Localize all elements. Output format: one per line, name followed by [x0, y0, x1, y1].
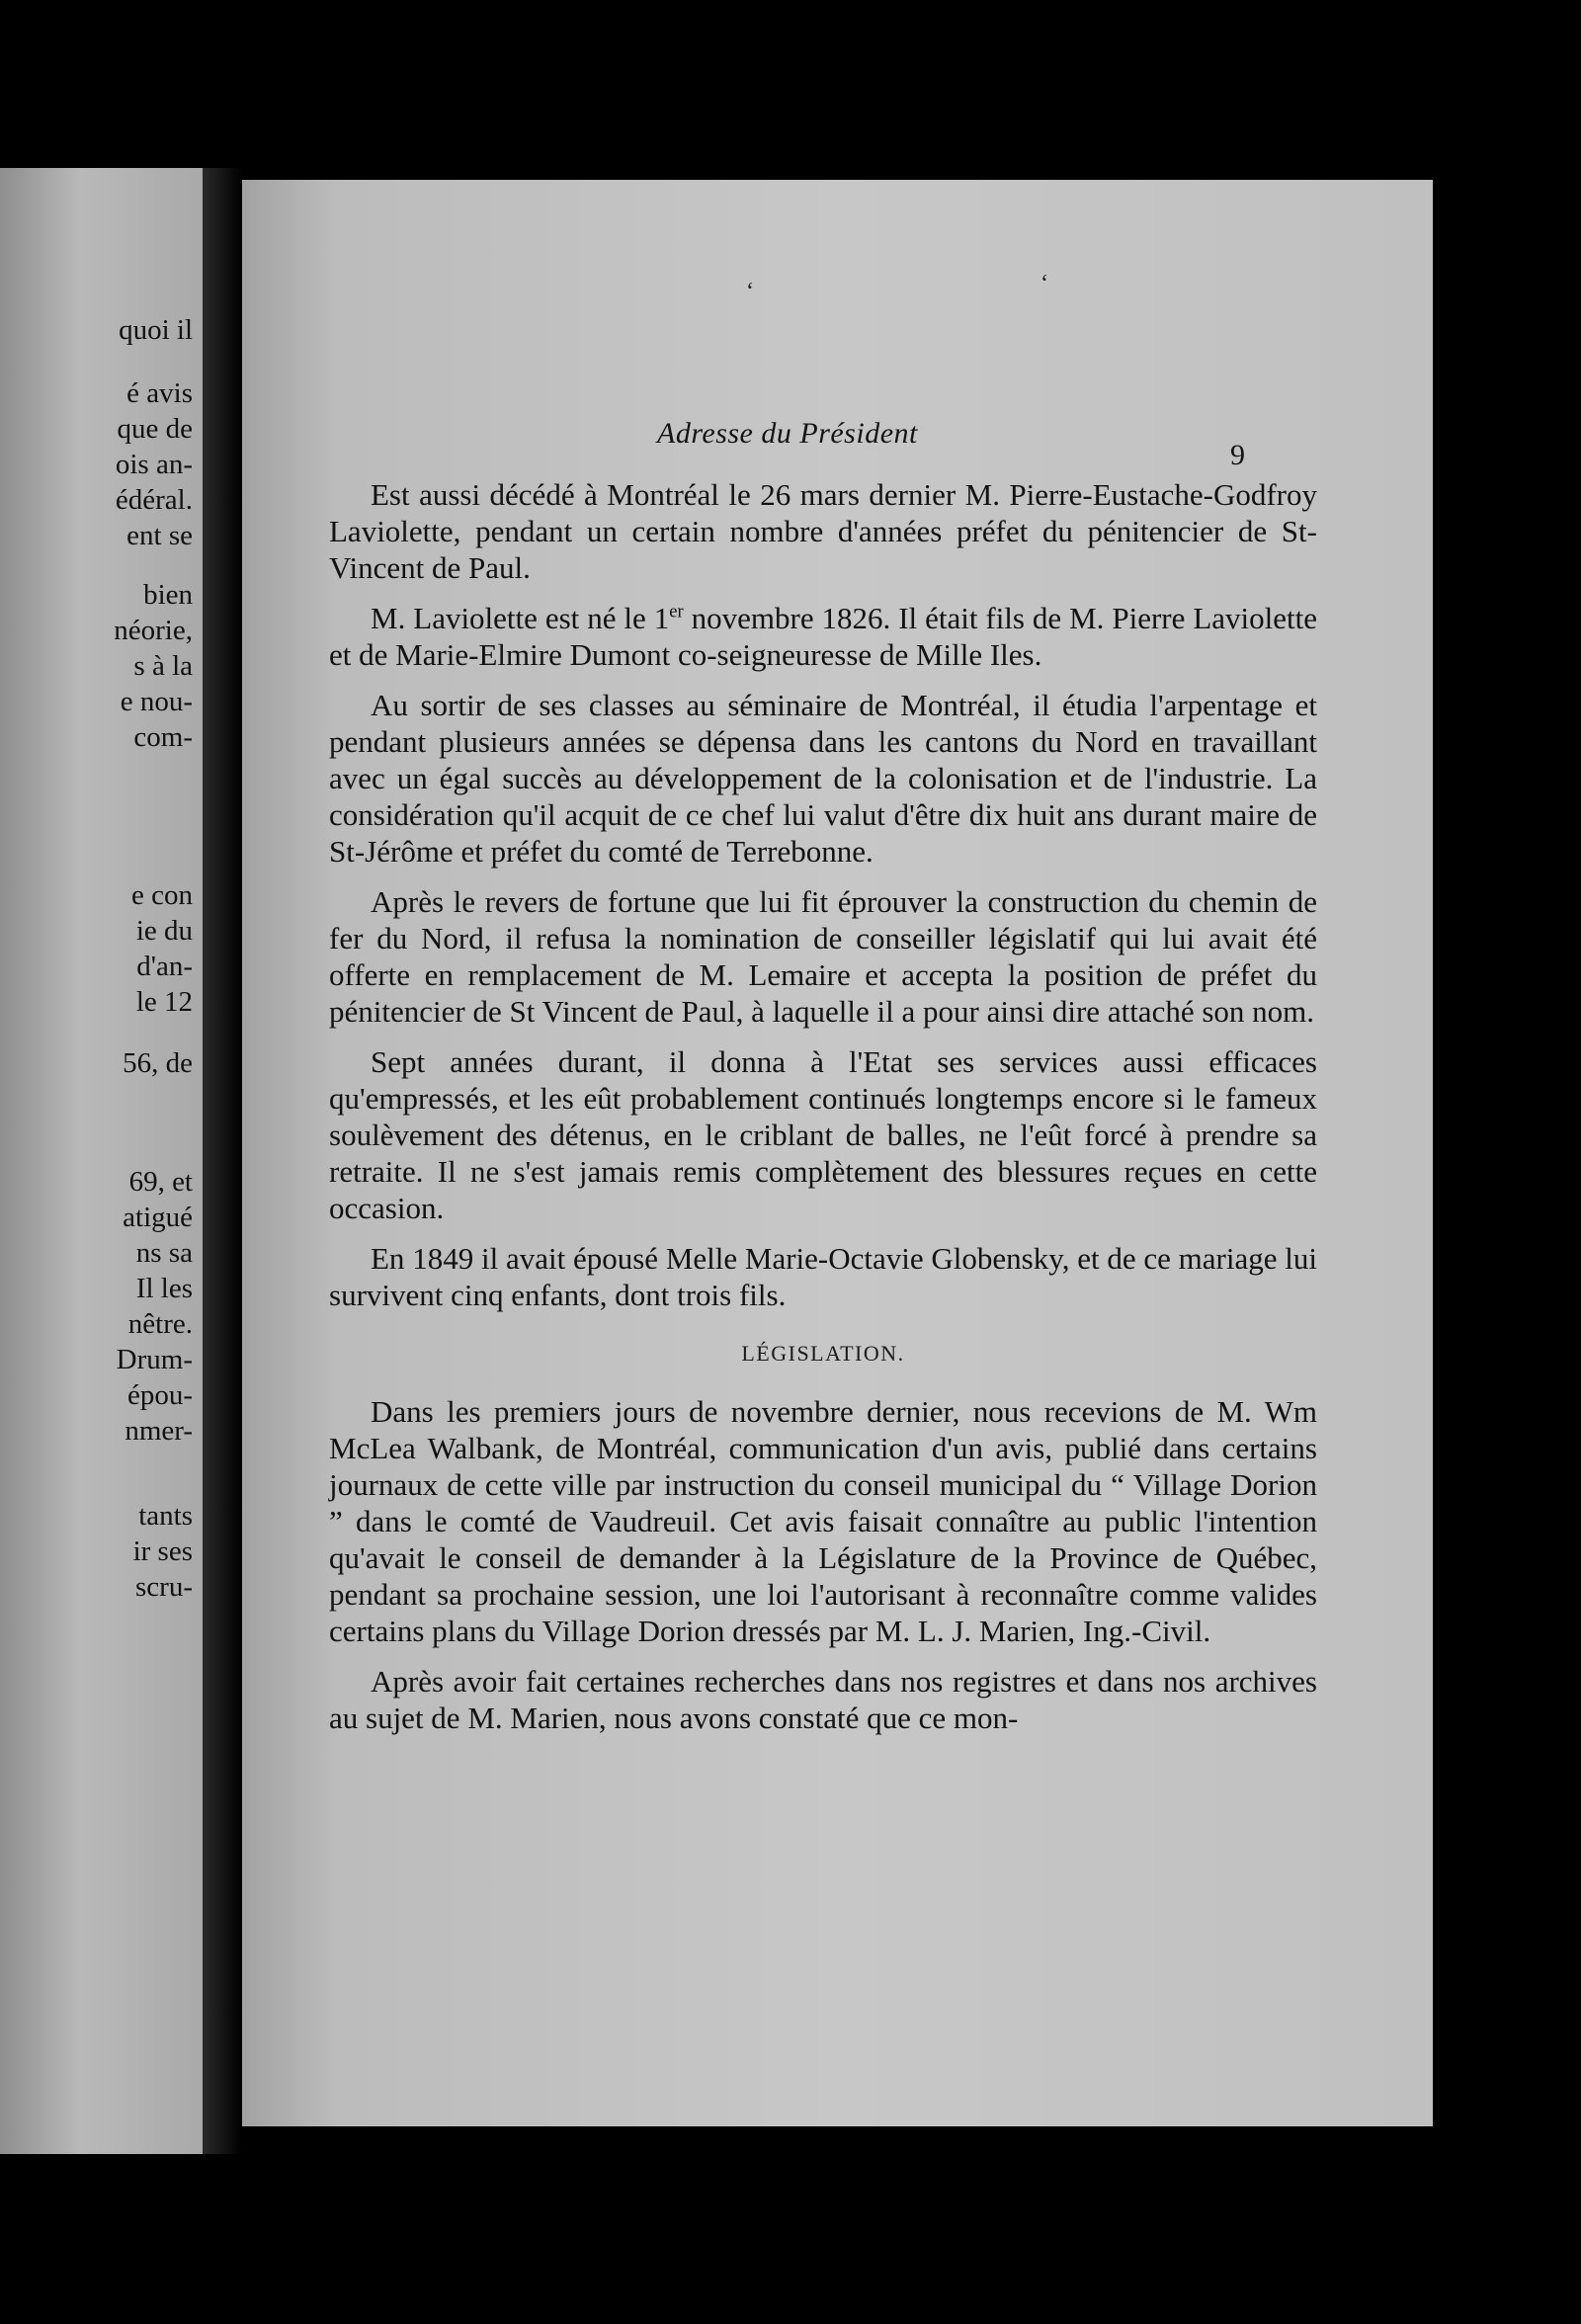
left-page-fragment: 69, et: [128, 1166, 193, 1198]
pencil-mark: ‘: [1040, 271, 1048, 296]
left-page-fragment: ois an-: [115, 449, 193, 480]
paragraph: [329, 600, 1317, 673]
left-page-fragment: Drum-: [116, 1344, 193, 1375]
left-page-fragment: ir ses: [132, 1536, 193, 1567]
left-page-fragment: ent se: [126, 520, 193, 551]
running-head: Adresse du Président: [657, 417, 918, 450]
paragraph: En 1849 il avait épousé Melle Marie-Octavie Globensky, et de ce mariage lui survivent cinq enfants, dont trois fils.: [329, 1241, 1317, 1312]
left-page-fragment: tants: [138, 1500, 193, 1532]
paragraph-start: M. Laviolette est né le 1er: [371, 601, 684, 635]
left-page-fragment: Il les: [135, 1273, 193, 1304]
left-page-fragment: atigué: [123, 1202, 193, 1233]
paragraph: Au sortir de ses classes au séminaire de Montréal, il étudia l'arpentage et pendant plusieurs années se dépensa dans les cantons du Nord en travaillant avec un égal succès au développement de la colonisation et de l'industrie. La considération qu'il acquit de ce chef lui valut d'être dix huit ans durant maire de St-Jérôme et préfet du comté de Terrebonne.: [329, 688, 1317, 869]
section-heading: LÉGISLATION.: [741, 1341, 905, 1366]
left-page-fragment: nmer-: [125, 1415, 193, 1447]
left-page-fragment: nêtre.: [127, 1308, 193, 1340]
left-page-fragment: e con: [131, 879, 193, 911]
left-page-fragment: que de: [117, 413, 193, 445]
left-page-fragment: 56, de: [123, 1047, 193, 1079]
book-page: [242, 180, 1433, 2126]
left-page-fragment: épou-: [126, 1379, 193, 1411]
book-gutter: [203, 168, 242, 2154]
left-page-fragment: e nou-: [120, 686, 193, 717]
paragraph: Sept années durant, il donna à l'Etat ses services aussi efficaces qu'empressés, et les eût probablement continués longtemps encore si le fameux soulèvement des détenus, en le criblant de balles, ne l'eût forcé à prendre sa retraite. Il ne s'est jamais remis complètement des blessures reçues en cette occasion.: [329, 1044, 1317, 1225]
paragraph-rest: novembre 1826. Il était fils de M. Pierre Laviolette et de Marie-Elmire Dumont co-seigneuresse de Mille Iles.: [329, 601, 1317, 672]
left-page-fragment: quoi il: [119, 314, 193, 346]
paragraph: Après le revers de fortune que lui fit éprouver la construction du chemin de fer du Nord, il refusa la nomination de conseiller législatif qui lui avait été offerte en remplacement de M. Lemaire et accepta la position de préfet du pénitencier de St Vincent de Paul, à laquelle il a pour ainsi dire attaché son nom.: [329, 884, 1317, 1029]
left-page-fragment: bien: [143, 579, 193, 611]
paragraph: Après avoir fait certaines recherches dans nos registres et dans nos archives au sujet de M. Marien, nous avons constaté que ce mon-: [329, 1664, 1317, 1735]
left-page-fragment: ie du: [135, 915, 193, 947]
page-body: [329, 476, 1317, 1750]
paragraph: Dans les premiers jours de novembre dernier, nous recevions de M. Wm McLea Walbank, de Montréal, communication d'un avis, publié dans certains journaux de cette ville par instruction du conseil municipal du “ Village Dorion ” dans le comté de Vaudreuil. Cet avis faisait connaître au public l'intention qu'avait le conseil de demander à la Législature de la Province de Québec, pendant sa prochaine session, une loi l'autorisant à reconnaître comme valides certains plans du Village Dorion dressés par M. L. J. Marien, Ing.-Civil.: [329, 1394, 1317, 1648]
left-page-fragment: ns sa: [135, 1237, 193, 1269]
left-page-fragment: s à la: [133, 650, 193, 682]
pencil-mark: ‘: [746, 279, 754, 304]
left-page-fragment: d'an-: [136, 951, 193, 982]
left-page-fragment: scru-: [135, 1571, 193, 1603]
left-page-fragment: le 12: [135, 986, 193, 1018]
paragraph: Est aussi décédé à Montréal le 26 mars dernier M. Pierre-Eustache-Godfroy Laviolette, pendant un certain nombre d'années préfet du pénitencier de St-Vincent de Paul.: [329, 477, 1317, 585]
left-page-fragment: é avis: [126, 377, 193, 409]
left-page-fragment: édéral.: [115, 484, 193, 516]
left-facing-page: [0, 168, 203, 2154]
left-page-fragment: com-: [133, 721, 193, 753]
left-page-fragment: néorie,: [114, 615, 193, 646]
page-number: 9: [1230, 439, 1245, 471]
